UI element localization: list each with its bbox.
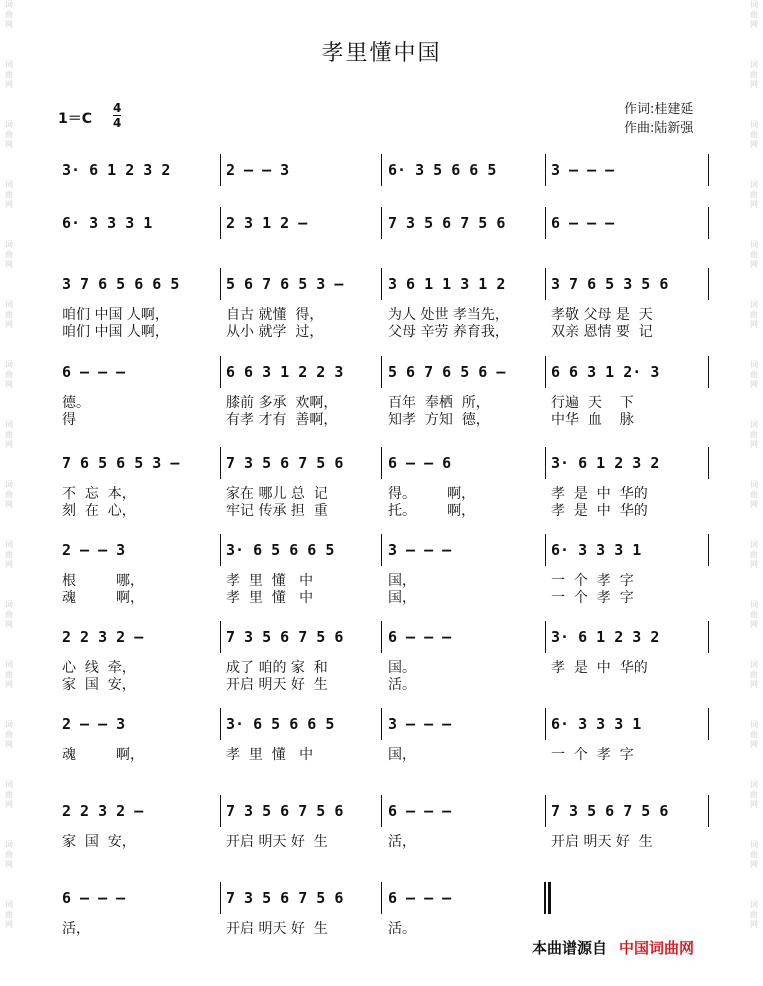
final-barline-thick — [548, 882, 551, 914]
watermark-text: 词 曲 网 — [750, 420, 758, 449]
lyric-text: 孝 是 中 华的 — [551, 660, 648, 676]
barline — [545, 207, 546, 239]
lyric-text: 孝敬 父母 是 天 — [551, 307, 653, 323]
measure-notes: 3· 6 5 6 6 5 — [226, 541, 335, 559]
barline — [220, 356, 221, 388]
lyric-text: 孝 里 懂 中 — [226, 590, 314, 606]
lyric-text: 国， — [388, 590, 416, 606]
barline — [381, 447, 382, 479]
lyric-text: 孝 是 中 华的 — [551, 486, 648, 502]
lyric-text: 一 个 孝 字 — [551, 590, 634, 606]
barline — [708, 154, 709, 186]
barline — [220, 882, 221, 914]
measure-notes: 6· 3 3 3 1 — [551, 715, 642, 733]
lyric-text: 国。 — [388, 660, 416, 676]
barline — [545, 447, 546, 479]
lyric-text: 中华 血 脉 — [551, 412, 634, 428]
source-prefix: 本曲谱源自 — [532, 939, 608, 957]
measure-notes: 2 – – 3 — [62, 715, 126, 733]
lyric-text: 心 线 牵， — [62, 660, 136, 676]
lyric-text: 国， — [388, 747, 416, 763]
lyric-text: 家在 哪儿 总 记 — [226, 486, 328, 502]
measure-notes: 5 6 7 6 5 6 – — [388, 363, 506, 381]
watermark-text: 词 曲 网 — [750, 240, 758, 269]
measure-notes: 7 6 5 6 5 3 – — [62, 454, 180, 472]
watermark-text: 词 曲 网 — [750, 600, 758, 629]
watermark-text: 词 曲 网 — [750, 300, 758, 329]
barline — [545, 534, 546, 566]
watermark-text: 词 曲 网 — [5, 120, 13, 149]
time-signature-numerator: 4 — [113, 101, 122, 115]
barline — [220, 795, 221, 827]
barline — [220, 708, 221, 740]
song-title: 孝里懂中国 — [321, 41, 442, 66]
lyric-text: 不 忘 本， — [62, 486, 136, 502]
watermark-text: 词 曲 网 — [5, 720, 13, 749]
lyric-text: 活。 — [388, 677, 416, 693]
watermark-text: 词 曲 网 — [750, 360, 758, 389]
measure-notes: 6 – – – — [62, 889, 126, 907]
measure-notes: 7 3 5 6 7 5 6 — [226, 454, 344, 472]
lyric-text: 父母 辛劳 养育我， — [388, 324, 509, 340]
watermark-text: 词 曲 网 — [5, 900, 13, 929]
barline — [381, 621, 382, 653]
measure-notes: 3· 6 5 6 6 5 — [226, 715, 335, 733]
barline — [381, 708, 382, 740]
barline — [220, 447, 221, 479]
barline — [220, 154, 221, 186]
measure-notes: 3 7 6 5 3 5 6 — [551, 275, 669, 293]
measure-notes: 6 – – – — [388, 628, 452, 646]
measure-notes: 6 6 3 1 2· 3 — [551, 363, 660, 381]
lyric-text: 自古 就懂 得， — [226, 307, 324, 323]
measure-notes: 6 – – 6 — [388, 454, 452, 472]
time-signature — [113, 101, 121, 130]
measure-notes: 6· 3 3 3 1 — [551, 541, 642, 559]
lyric-text: 孝 里 懂 中 — [226, 573, 314, 589]
measure-notes: 6 – – – — [551, 214, 615, 232]
lyric-text: 得 — [62, 412, 76, 428]
lyric-text: 一 个 孝 字 — [551, 573, 634, 589]
barline — [708, 795, 709, 827]
lyric-text: 魂 啊， — [62, 590, 145, 606]
measure-notes: 2 – – 3 — [226, 161, 290, 179]
lyric-text: 一 个 孝 字 — [551, 747, 634, 763]
measure-notes: 2 2 3 2 – — [62, 628, 144, 646]
barline — [220, 207, 221, 239]
measure-notes: 2 2 3 2 – — [62, 802, 144, 820]
watermark-text: 词 曲 网 — [5, 0, 13, 29]
barline — [708, 708, 709, 740]
watermark-text: 词 曲 网 — [5, 780, 13, 809]
measure-notes: 7 3 5 6 7 5 6 — [226, 889, 344, 907]
lyric-text: 根 哪， — [62, 573, 145, 589]
lyric-text: 知孝 方知 德， — [388, 412, 490, 428]
barline — [545, 356, 546, 388]
measure-notes: 7 3 5 6 7 5 6 — [388, 214, 506, 232]
barline — [545, 708, 546, 740]
lyric-text: 有孝 才有 善啊， — [226, 412, 338, 428]
barline — [220, 268, 221, 300]
measure-notes: 2 – – 3 — [62, 541, 126, 559]
measure-notes: 3 – – – — [388, 715, 452, 733]
watermark-text: 词 曲 网 — [750, 720, 758, 749]
watermark-text: 词 曲 网 — [750, 60, 758, 89]
measure-notes: 6 – – – — [62, 363, 126, 381]
time-signature-denominator: 4 — [113, 116, 122, 130]
watermark-text: 词 曲 网 — [5, 360, 13, 389]
source-credit — [532, 937, 694, 958]
lyric-text: 德。 — [62, 395, 90, 411]
lyric-text: 托。 啊， — [388, 503, 476, 519]
measure-notes: 6· 3 5 6 6 5 — [388, 161, 497, 179]
lyric-text: 开启 明天 好 生 — [226, 677, 328, 693]
watermark-text: 词 曲 网 — [750, 0, 758, 29]
watermark-text: 词 曲 网 — [5, 660, 13, 689]
measure-notes: 6 6 3 1 2 2 3 — [226, 363, 344, 381]
measure-notes: 3· 6 1 2 3 2 — [551, 628, 660, 646]
lyric-text: 开启 明天 好 生 — [226, 834, 328, 850]
watermark-text: 词 曲 网 — [750, 480, 758, 509]
lyric-text: 魂 啊， — [62, 747, 145, 763]
lyric-text: 家 国 安， — [62, 834, 136, 850]
watermark-text: 词 曲 网 — [5, 180, 13, 209]
composer-credit: 作曲:陆新强 — [624, 121, 694, 136]
watermark-text: 词 曲 网 — [5, 240, 13, 269]
barline — [708, 356, 709, 388]
lyric-text: 活。 — [388, 921, 416, 937]
watermark-left — [0, 0, 18, 986]
measure-notes: 6 – – – — [388, 889, 452, 907]
barline — [220, 534, 221, 566]
watermark-text: 词 曲 网 — [5, 480, 13, 509]
lyric-text: 国， — [388, 573, 416, 589]
lyric-text: 开启 明天 好 生 — [226, 921, 328, 937]
barline — [381, 356, 382, 388]
lyric-text: 行遍 天 下 — [551, 395, 634, 411]
source-site: 中国词曲网 — [619, 939, 695, 957]
barline — [708, 447, 709, 479]
watermark-text: 词 曲 网 — [5, 60, 13, 89]
lyric-text: 成了 咱的 家 和 — [226, 660, 328, 676]
watermark-text: 词 曲 网 — [750, 780, 758, 809]
watermark-right — [745, 0, 763, 986]
lyric-text: 咱们 中国 人啊， — [62, 324, 169, 340]
lyric-text: 开启 明天 好 生 — [551, 834, 653, 850]
lyric-text: 双亲 恩情 要 记 — [551, 324, 653, 340]
barline — [708, 534, 709, 566]
lyric-text: 咱们 中国 人啊， — [62, 307, 169, 323]
barline — [220, 621, 221, 653]
barline — [708, 207, 709, 239]
measure-notes: 6· 3 3 3 1 — [62, 214, 153, 232]
barline — [381, 268, 382, 300]
measure-notes: 3· 6 1 2 3 2 — [551, 454, 660, 472]
measure-notes: 5 6 7 6 5 3 – — [226, 275, 344, 293]
lyric-text: 孝 是 中 华的 — [551, 503, 648, 519]
measure-notes: 6 – – – — [388, 802, 452, 820]
measure-notes: 7 3 5 6 7 5 6 — [226, 628, 344, 646]
lyric-text: 孝 里 懂 中 — [226, 747, 314, 763]
final-barline-thin — [544, 882, 545, 914]
watermark-text: 词 曲 网 — [750, 540, 758, 569]
lyric-text: 活， — [388, 834, 416, 850]
watermark-text: 词 曲 网 — [5, 300, 13, 329]
lyric-text: 膝前 多承 欢啊， — [226, 395, 338, 411]
barline — [545, 795, 546, 827]
watermark-text: 词 曲 网 — [750, 660, 758, 689]
measure-notes: 3· 6 1 2 3 2 — [62, 161, 171, 179]
measure-notes: 2 3 1 2 – — [226, 214, 308, 232]
barline — [708, 268, 709, 300]
lyric-text: 百年 奉栖 所， — [388, 395, 490, 411]
lyric-text: 家 国 安， — [62, 677, 136, 693]
lyric-text: 刻 在 心， — [62, 503, 136, 519]
watermark-text: 词 曲 网 — [750, 840, 758, 869]
watermark-text: 词 曲 网 — [750, 120, 758, 149]
lyricist-credit: 作词:桂建延 — [624, 102, 694, 117]
barline — [545, 268, 546, 300]
barline — [381, 795, 382, 827]
lyric-text: 为人 处世 孝当先， — [388, 307, 509, 323]
measure-notes: 3 7 6 5 6 6 5 — [62, 275, 180, 293]
measure-notes: 7 3 5 6 7 5 6 — [226, 802, 344, 820]
key-signature: 1＝C — [58, 111, 93, 127]
barline — [381, 882, 382, 914]
barline — [545, 154, 546, 186]
watermark-text: 词 曲 网 — [5, 540, 13, 569]
measure-notes: 3 – – – — [551, 161, 615, 179]
barline — [708, 621, 709, 653]
watermark-text: 词 曲 网 — [750, 900, 758, 929]
watermark-text: 词 曲 网 — [750, 180, 758, 209]
lyric-text: 得。 啊， — [388, 486, 476, 502]
watermark-text: 词 曲 网 — [5, 840, 13, 869]
measure-notes: 3 6 1 1 3 1 2 — [388, 275, 506, 293]
barline — [545, 621, 546, 653]
lyric-text: 活， — [62, 921, 90, 937]
barline — [381, 207, 382, 239]
watermark-text: 词 曲 网 — [5, 600, 13, 629]
barline — [381, 534, 382, 566]
barline — [545, 882, 546, 914]
watermark-text: 词 曲 网 — [5, 420, 13, 449]
lyric-text: 牢记 传承 担 重 — [226, 503, 328, 519]
measure-notes: 7 3 5 6 7 5 6 — [551, 802, 669, 820]
measure-notes: 3 – – – — [388, 541, 452, 559]
barline — [381, 154, 382, 186]
lyric-text: 从小 就学 过， — [226, 324, 324, 340]
